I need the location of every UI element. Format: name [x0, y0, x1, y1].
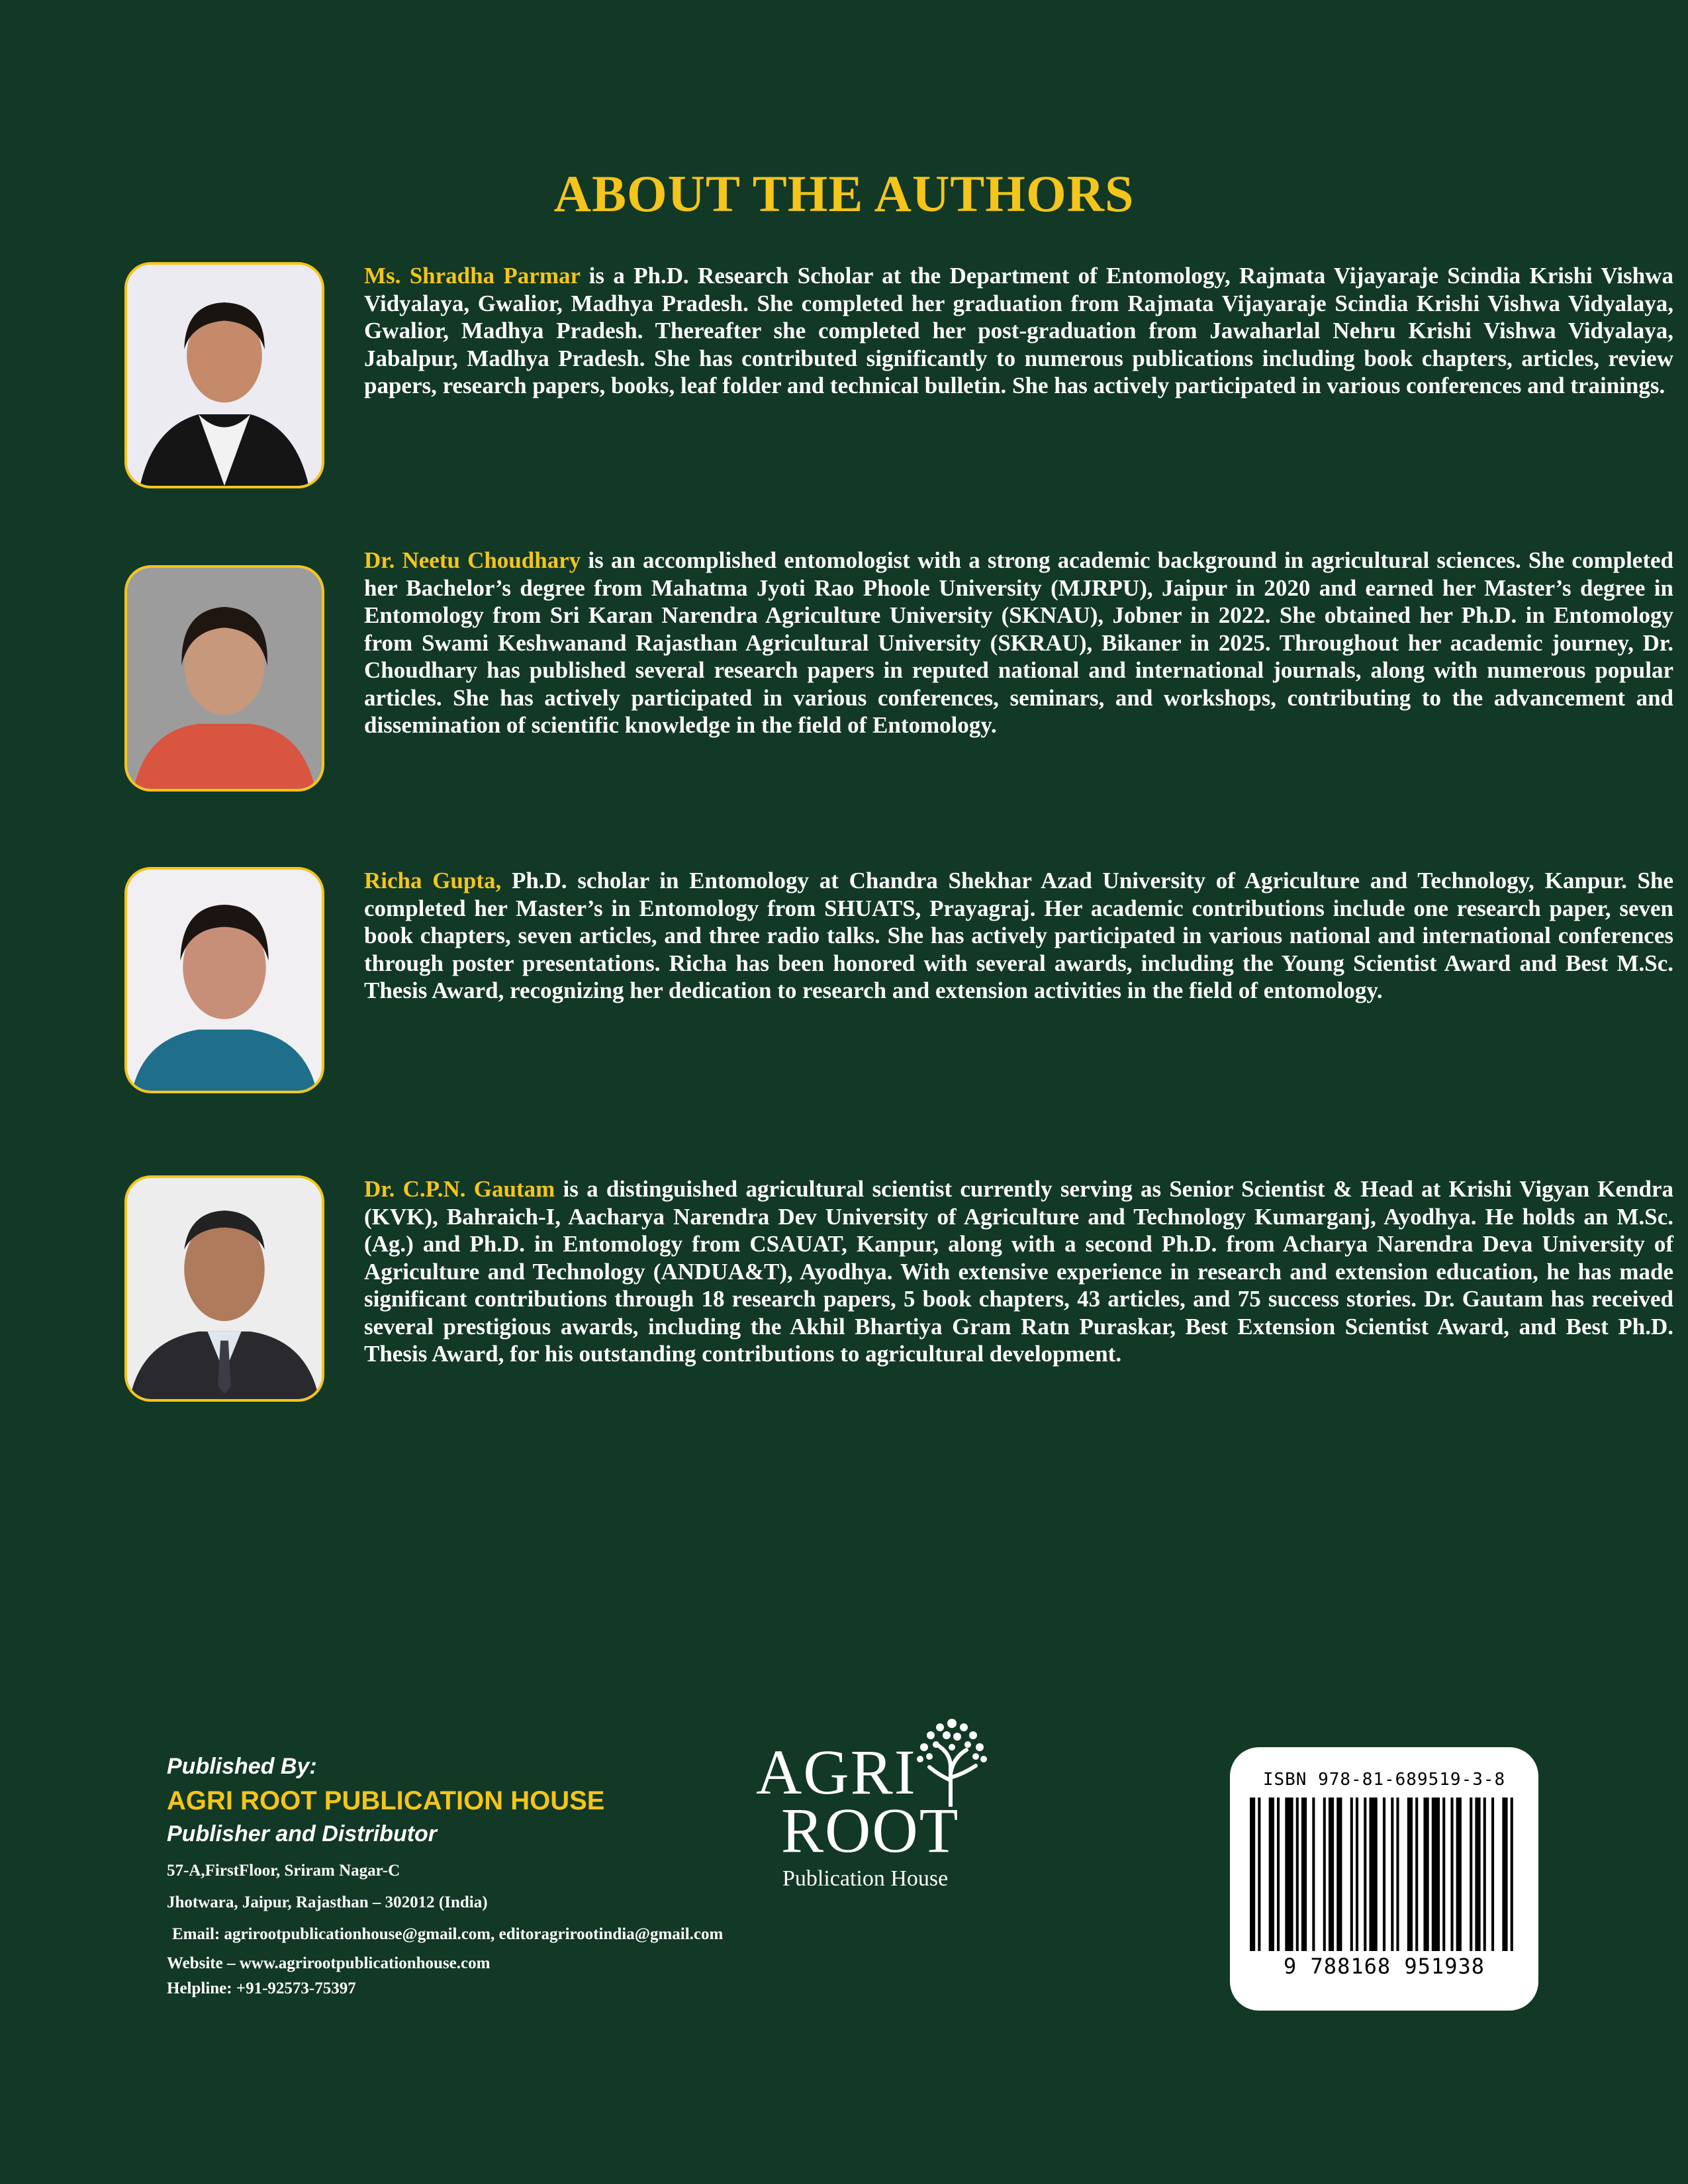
author-photo	[124, 262, 324, 488]
barcode-bar	[1391, 1797, 1393, 1951]
barcode-bar	[1432, 1797, 1440, 1951]
barcode-bar	[1511, 1797, 1513, 1951]
author-name: Ms. Shradha Parmar	[364, 263, 581, 289]
author-entry	[124, 867, 1673, 1105]
publisher-role: Publisher and Distributor	[167, 1821, 438, 1846]
author-bio-text: is a distinguished agricultural scientist currently serving as Senior Scientist & Head at Krishi Vigyan Kendra (KVK), Bahraich-I, Aacharya Narendra Dev University of Agriculture and Technology Kumarganj, Ayodhya. He holds an M.Sc. (Ag.) and Ph.D. in Entomology from CSAUAT, Kanpur, along with a second Ph.D. from Acharya Narendra Deva University of Agriculture and Technology (ANDUA&T), Ayodhya. With extensive experience in research and extension education, he has made significant contributions through 18 research papers, 5 book chapters, 43 articles, and 75 success stories. Dr. Gautam has received several prestigious awards, including the Akhil Bhartiya Gram Ratn Puraskar, Best Extension Scientist Award, and Best Ph.D. Thesis Award, for his outstanding contributions to agricultural development.	[364, 1176, 1673, 1367]
barcode-bars	[1250, 1797, 1519, 1951]
barcode-bar	[1423, 1797, 1429, 1951]
author-bio	[364, 867, 1673, 1005]
author-bio	[364, 547, 1673, 739]
barcode-bar	[1383, 1797, 1385, 1951]
logo-text-agri: AGRI	[756, 1737, 917, 1807]
barcode-bar	[1336, 1797, 1342, 1951]
author-entry	[124, 547, 1673, 811]
barcode-bar	[1396, 1797, 1399, 1951]
barcode-bar	[1483, 1797, 1486, 1951]
barcode-bar	[1415, 1797, 1418, 1951]
barcode-bar	[1475, 1797, 1480, 1951]
author-bio	[364, 262, 1673, 400]
barcode-bar	[1356, 1797, 1358, 1951]
barcode-digits: 9 788168 951938	[1284, 1954, 1485, 1979]
tree-icon	[912, 1714, 992, 1807]
barcode-bar	[1312, 1797, 1315, 1951]
barcode-bar	[1329, 1797, 1334, 1951]
publisher-helpline: Helpline: +91-92573-75397	[167, 1979, 356, 1997]
author-name: Dr. Neetu Choudhary	[364, 547, 581, 573]
barcode-bar	[1323, 1797, 1326, 1951]
barcode-bar	[1470, 1797, 1472, 1951]
barcode-bar	[1450, 1797, 1453, 1951]
barcode-bar	[1407, 1797, 1413, 1951]
author-bio-text: is a Ph.D. Research Scholar at the Department of Entomology, Rajmata Vijayaraje Scindia Krishi Vishwa Vidyalaya, Gwalior, Madhya Pradesh. She completed her graduation from Rajmata Vijayaraje Scindia Krishi Vishwa Vidyalaya, Gwalior, Madhya Pradesh. Thereafter she completed her post-graduation from Jawaharlal Nehru Krishi Vishwa Vidyalaya, Jabalpur, Madhya Pradesh. She has contributed significantly to numerous publications including book chapters, articles, review papers, research papers, books, leaf folder and technical bulletin. She has actively participated in various conferences and trainings.	[364, 263, 1673, 398]
barcode-bar	[1277, 1797, 1280, 1951]
logo-subtitle: Publication House	[782, 1866, 949, 1891]
publisher-address-line1: 57-A,FirstFloor, Sriram Nagar-C	[167, 1862, 400, 1880]
publisher-logo	[748, 1714, 1013, 1893]
barcode-bar	[1350, 1797, 1353, 1951]
barcode-bar	[1250, 1797, 1255, 1951]
barcode-bar	[1369, 1797, 1377, 1951]
author-photo	[124, 867, 324, 1093]
author-bio-text: is an accomplished entomologist with a strong academic background in agricultural sciences. She completed her Bachelor’s degree from Mahatma Jyoti Rao Phoole University (MJRPU), Jaipur in 2020 and earned her Master’s degree in Entomology from Sri Karan Narendra Agriculture University (SKNAU), Jobner in 2022. She obtained her Ph.D. in Entomology from Swami Keshwanand Rajasthan Agricultural University (SKRAU), Bikaner in 2025. Throughout her academic journey, Dr. Choudhary has published several research papers in reputed national and international journals, along with numerous popular articles. She has actively participated in various conferences, seminars, and workshops, contributing to the advancement and dissemination of scientific knowledge in the field of Entomology.	[364, 547, 1673, 738]
barcode-bar	[1364, 1797, 1366, 1951]
barcode-bar	[1456, 1797, 1462, 1951]
barcode-bar	[1301, 1797, 1307, 1951]
isbn-barcode	[1230, 1747, 1538, 2011]
author-bio	[364, 1175, 1673, 1368]
publisher-website: Website – www.agrirootpublicationhouse.com	[167, 1954, 491, 1972]
barcode-bar	[1258, 1797, 1260, 1951]
author-bio-text: Ph.D. scholar in Entomology at Chandra Shekhar Azad University of Agriculture and Technology, Kanpur. She completed her Master’s in Entomology from SHUATS, Prayagraj. Her academic contributions include one research paper, seven book chapters, seven articles, and three radio talks. She has actively participated in various national and international conferences through poster presentations. Richa has been honored with several awards, including the Young Scientist Award and Best M.Sc. Thesis Award, recognizing her dedication to research and extension activities in the field of entomology.	[364, 868, 1673, 1003]
logo-text-root: ROOT	[781, 1795, 960, 1866]
barcode-bar	[1296, 1797, 1299, 1951]
barcode-bar	[1502, 1797, 1507, 1951]
author-name: Dr. C.P.N. Gautam	[364, 1176, 555, 1202]
author-photo	[124, 565, 324, 792]
author-name: Richa Gupta,	[364, 868, 502, 893]
author-entry	[124, 1175, 1673, 1440]
barcode-bar	[1491, 1797, 1494, 1951]
publisher-email: Email: agrirootpublicationhouse@gmail.com, editoragrirootindia@gmail.com	[172, 1925, 724, 1943]
author-entry	[124, 262, 1673, 494]
barcode-bar	[1285, 1797, 1293, 1951]
publisher-name: AGRI ROOT PUBLICATION HOUSE	[167, 1786, 605, 1815]
author-photo	[124, 1175, 324, 1402]
barcode-bar	[1442, 1797, 1445, 1951]
barcode-bar	[1269, 1797, 1274, 1951]
published-by-label: Published By:	[167, 1754, 317, 1779]
isbn-label: ISBN 978-81-689519-3-8	[1262, 1770, 1506, 1790]
publisher-address-line2: Jhotwara, Jaipur, Rajasthan – 302012 (India)	[167, 1893, 488, 1911]
page-title: ABOUT THE AUTHORS	[553, 165, 1135, 222]
